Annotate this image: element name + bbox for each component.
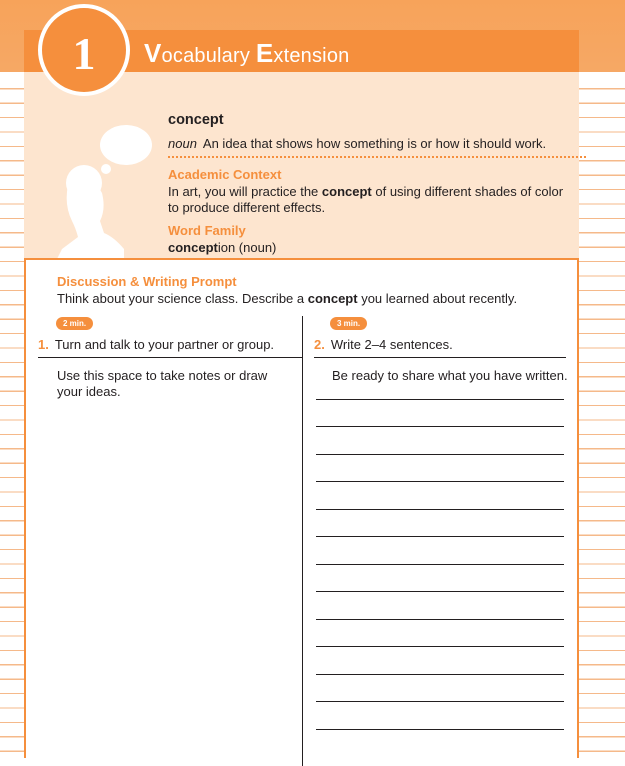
context-before: In art, you will practice the [168,184,322,199]
writing-line[interactable] [316,426,564,427]
writing-line[interactable] [316,619,564,620]
academic-context-heading: Academic Context [168,167,282,182]
prompt-bold-word: concept [307,291,358,306]
writing-line[interactable] [316,536,564,537]
title-cap-v: V [144,38,162,68]
notes-instructions: Use this space to take notes or draw your ideas. [57,368,268,399]
section-title [144,38,349,69]
step-underline [314,357,566,358]
writing-line[interactable] [316,399,564,400]
unit-number: 1 [72,28,96,79]
family-root-1: concept [168,240,218,255]
step-number: 1. [38,337,49,352]
writing-line[interactable] [316,481,564,482]
step-2 [314,337,453,352]
step-1 [38,337,274,352]
column-divider [302,316,303,766]
step-number: 2. [314,337,325,352]
writing-instructions: Be ready to share what you have written. [332,368,568,383]
thinking-person-icon [54,125,154,265]
word-family-item [168,240,276,256]
context-after: of using different shades of color to produce different effects. [168,184,564,215]
context-bold-word: concept [321,184,372,199]
prompt-after: you learned about recently. [357,291,518,306]
title-rest-2: xtension [273,45,350,67]
time-badge: 3 min. [330,317,367,330]
time-badge: 2 min. [56,317,93,330]
step-text: Turn and talk to your partner or group. [54,337,275,352]
title-cap-e: E [255,38,274,68]
dotted-divider [168,156,586,158]
writing-line[interactable] [316,646,564,647]
vocabulary-word: concept [168,112,224,128]
unit-number-badge [38,4,130,96]
writing-line[interactable] [316,509,564,510]
writing-line[interactable] [316,454,564,455]
step-underline [38,357,302,358]
prompt-before: Think about your science class. Describe a [57,291,308,306]
family-suffix-1: ion (noun) [217,240,277,255]
step-text: Write 2–4 sentences. [330,337,453,352]
discussion-panel [24,258,579,758]
writing-line[interactable] [316,564,564,565]
writing-line[interactable] [316,591,564,592]
academic-context-text [168,184,568,216]
discussion-prompt [57,291,517,306]
part-of-speech: noun [168,136,197,151]
title-rest-1: ocabulary [161,45,256,67]
word-family-heading: Word Family [168,223,246,238]
definition-text: An idea that shows how something is or how it should work. [202,136,547,151]
writing-line[interactable] [316,729,564,730]
discussion-heading: Discussion & Writing Prompt [57,274,237,289]
definition [168,136,546,151]
writing-line[interactable] [316,674,564,675]
writing-line[interactable] [316,701,564,702]
